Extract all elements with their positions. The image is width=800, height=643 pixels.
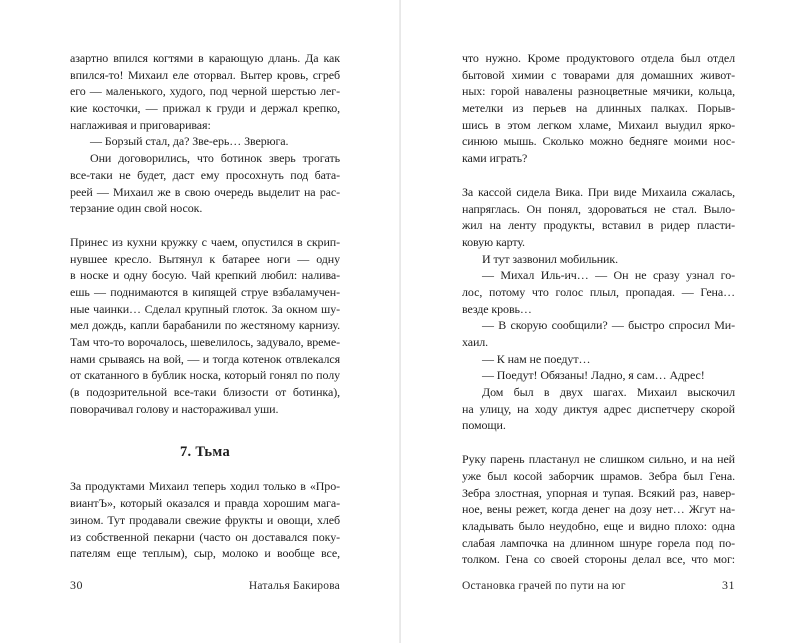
text-line: ешь — поднимаются в кипящей струе взбаламучен- — [70, 284, 340, 299]
page-footer-right — [462, 578, 735, 593]
text-line: — К нам не поедут… — [482, 351, 591, 366]
text-line: синюю мышь. Сколько можно бедняге моими нос- — [462, 134, 735, 149]
text-line: пателям еще теплым), сыр, молоко и вообще все, — [70, 546, 340, 561]
text-line: напряглась. Он понял, здороваться не стал. Выло- — [462, 201, 735, 216]
text-line: что нужно. Кроме продуктового отдела был отдел — [462, 51, 735, 65]
page-right — [401, 0, 800, 643]
running-footer-title: Остановка грачей по пути на юг — [462, 580, 626, 592]
text-line: ковую карту. — [462, 234, 525, 249]
paragraph — [462, 367, 735, 384]
text-line: Они договорились, что ботинок зверь трогать — [90, 151, 340, 166]
text-line: терзание один свой носок. — [70, 201, 203, 216]
paragraph — [462, 251, 735, 268]
text-line: поворачивал голову и настораживал уши. — [70, 401, 279, 416]
page-body-right — [462, 50, 735, 568]
text-line: на улицу, на ходу диктуя адрес диспетчеру скорой — [462, 401, 735, 416]
text-line: Дом был в двух шагах. Михаил выскочил — [482, 385, 735, 400]
paragraph — [462, 184, 735, 251]
paragraph — [462, 50, 735, 167]
text-line: Принес из кухни кружку с чаем, опустился в скрип- — [70, 234, 340, 249]
text-line: везде кровь… — [462, 301, 532, 316]
text-line: За продуктами Михаил теперь ходил только в «Про- — [70, 479, 340, 494]
text-line: впился-то! Михаил еле оторвал. Вытер кровь, сгреб — [70, 67, 340, 82]
paragraph — [462, 451, 735, 568]
paragraph — [70, 133, 340, 150]
text-line: толком. Гена со своей стороны делал все, что мог: — [462, 552, 735, 567]
text-line: лос, потому что голос плыл, пропадая. — Гена… — [462, 284, 735, 299]
text-line: И тут зазвонил мобильник. — [482, 251, 618, 266]
text-line: помощи. — [462, 418, 506, 433]
text-line: кладывать было неудобно, еще и видно плохо: одна — [462, 518, 735, 533]
page-number-right: 31 — [722, 578, 735, 592]
text-line: азартно впился когтями в карающую длань. Да как — [70, 51, 340, 65]
page-number-left: 30 — [70, 578, 83, 592]
text-line: нами срываясь на вой, — и тогда котенок отвлекался — [70, 351, 340, 366]
paragraph — [462, 317, 735, 350]
text-line: ное, вены режет, когда денег на дозу нет… Жгут на- — [462, 502, 735, 517]
paragraph — [462, 384, 735, 434]
text-line: Руку парень пластанул не слишком сильно, и на ней — [462, 452, 735, 467]
text-line: — Поедут! Обязаны! Ладно, я сам… Адрес! — [482, 368, 705, 383]
text-line: ками играть? — [462, 151, 528, 166]
paragraph — [70, 150, 340, 217]
text-line: из собственной пекарни (часто он доставался поку- — [70, 529, 340, 544]
text-line: реей — Михаил же в свою очередь выделит на рас- — [70, 184, 340, 199]
text-line: уже был косой заборчик шрамов. Зебра был Гена. — [462, 468, 735, 483]
text-line: шись в этом легком хламе, Михаил выудил ярко- — [462, 117, 735, 132]
text-line: слабая лампочка на длинном шнуре горела под по- — [462, 535, 735, 550]
page-footer-left — [70, 578, 340, 593]
text-line: Зебра злостная, упорная и тупая. Всякий раз, навер- — [462, 485, 735, 500]
paragraph — [462, 351, 735, 368]
text-line: Там что-то ворочалось, шевелилось, задувало, време- — [70, 335, 340, 349]
text-line: кие косточки, — прижал к груди и держал крепко, — [70, 101, 340, 116]
text-line: бытовой химии с товарами для домашних живот- — [462, 67, 735, 82]
page-body-left — [70, 50, 340, 562]
text-line: его — маленького, худого, под черной шерстью лег- — [70, 84, 340, 99]
text-line: в носке и одну босую. Чай крепкий любил: налива- — [70, 268, 340, 283]
paragraph — [70, 234, 340, 418]
text-line: зином. Тут продавали свежие фрукты и овощи, хлеб — [70, 512, 340, 527]
text-line: все-таки не будет, даст ему просохнуть под бата- — [70, 167, 340, 182]
text-line: — В скорую сообщили? — быстро спросил Ми- — [482, 318, 735, 333]
chapter-heading: 7. Тьма — [179, 444, 231, 461]
text-line: (в подозрительной все-таки близости от ботинка), — [70, 385, 340, 400]
paragraph — [70, 478, 340, 561]
text-line: ных: горой навалены разноцветные мячики, кольца, — [462, 84, 735, 99]
text-line: метелки из перьев на длинных палках. Порыв- — [462, 101, 735, 116]
text-line: виантЪ», который оказался и правда хорошим мага- — [70, 496, 340, 511]
text-line: За кассой сидела Вика. При виде Михаила сжалась, — [462, 184, 735, 199]
paragraph — [462, 267, 735, 317]
text-line: хаил. — [462, 335, 489, 349]
page-left — [0, 0, 399, 643]
text-line: нувшее кресло. Вытянул к батарее ноги — одну — [70, 251, 340, 266]
text-line: от скатанного в бублик носка, который гонял по полу — [70, 368, 340, 383]
text-line: мел дождь, капли барабанили по жестяному карнизу. — [70, 318, 340, 333]
text-line: наглаживая и приговаривая: — [70, 117, 211, 132]
running-footer-author: Наталья Бакирова — [248, 580, 340, 592]
text-line: — Борзый стал, да? Зве-ерь… Зверюга. — [90, 134, 289, 149]
paragraph — [70, 50, 340, 133]
text-line: жил на ленту продукты, вставил в ридер пласти- — [462, 218, 735, 233]
text-line: ные чаинки… Сделал крупный глоток. За окном шу- — [70, 301, 340, 316]
text-line: — Михал Иль-ич… — Он не сразу узнал го- — [482, 268, 735, 283]
